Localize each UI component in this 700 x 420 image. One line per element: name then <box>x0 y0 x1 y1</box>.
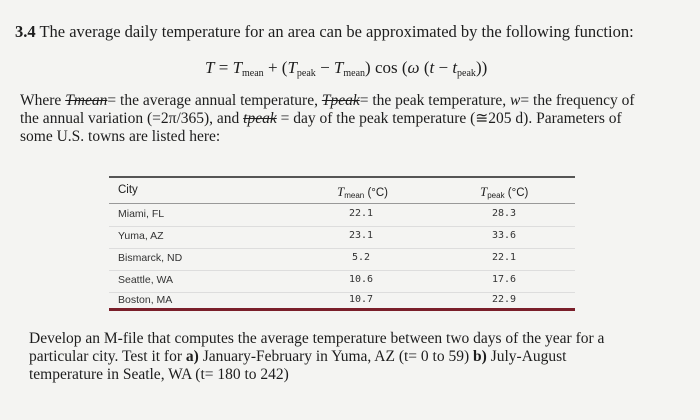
handwritten-tmean: Tmean <box>65 92 108 109</box>
row-divider <box>109 226 575 227</box>
table-row <box>109 294 575 316</box>
tmean-cell: 10.7 <box>348 294 374 305</box>
problem-number: 3.4 <box>15 22 36 41</box>
city-cell: Miami, FL <box>118 208 165 220</box>
tpeak-cell: 28.3 <box>491 208 517 219</box>
tmean-cell: 10.6 <box>348 274 374 285</box>
task-line-3: temperature in Seatle, WA (t= 180 to 242) <box>29 366 289 383</box>
city-cell: Yuma, AZ <box>118 230 164 242</box>
tmean-cell: 22.1 <box>348 208 374 219</box>
row-divider <box>109 248 575 249</box>
city-cell: Boston, MA <box>118 294 173 306</box>
row-divider <box>109 292 575 293</box>
header-rule <box>109 203 575 204</box>
temperature-equation: $T = T_{mean} + (T_{peak} - T_{mean})$ cos (ω $(t - t_{peak})$) <box>205 58 488 79</box>
problem-intro: The average daily temperature for an area can be approximated by the following function: <box>39 22 634 41</box>
tmean-cell: 5.2 <box>351 252 371 263</box>
row-divider <box>109 270 575 271</box>
definitions-line-3: some U.S. towns are listed here: <box>20 128 221 145</box>
city-cell: Bismarck, ND <box>118 252 183 264</box>
problem-statement <box>15 22 634 42</box>
header-tmean: $T_{mean}$ (°C) <box>337 184 389 200</box>
tpeak-cell: 22.1 <box>491 252 517 263</box>
task-statement <box>29 330 604 384</box>
tpeak-cell: 22.9 <box>491 294 517 305</box>
tmean-cell: 23.1 <box>348 230 374 241</box>
tpeak-cell: 17.6 <box>491 274 517 285</box>
header-city: City <box>118 184 138 196</box>
handwritten-tpeak-day: tpeak <box>243 110 277 127</box>
task-line-1: Develop an M-file that computes the average temperature between two days of the year for a <box>29 330 605 347</box>
town-parameters-table <box>109 176 575 312</box>
header-tpeak: $T_{peak}$ (°C) <box>480 184 529 200</box>
task-line-2: particular city. Test it for a) January-February in Yuma, AZ (t= 0 to 59) b) July-August <box>29 348 567 365</box>
definitions-line-2: the annual variation (=2π/365), and tpeak = day of the peak temperature (≅205 d). Parameters of <box>20 110 622 127</box>
table-bottom-rule <box>109 308 575 311</box>
tpeak-cell: 33.6 <box>491 230 517 241</box>
table-top-rule <box>109 176 575 178</box>
city-cell: Seattle, WA <box>118 274 174 286</box>
definitions-line-1: Where Tmean= the average annual temperature, Tpeak= the peak temperature, w= the frequency of <box>20 92 635 109</box>
handwritten-tpeak: Tpeak <box>321 92 360 109</box>
